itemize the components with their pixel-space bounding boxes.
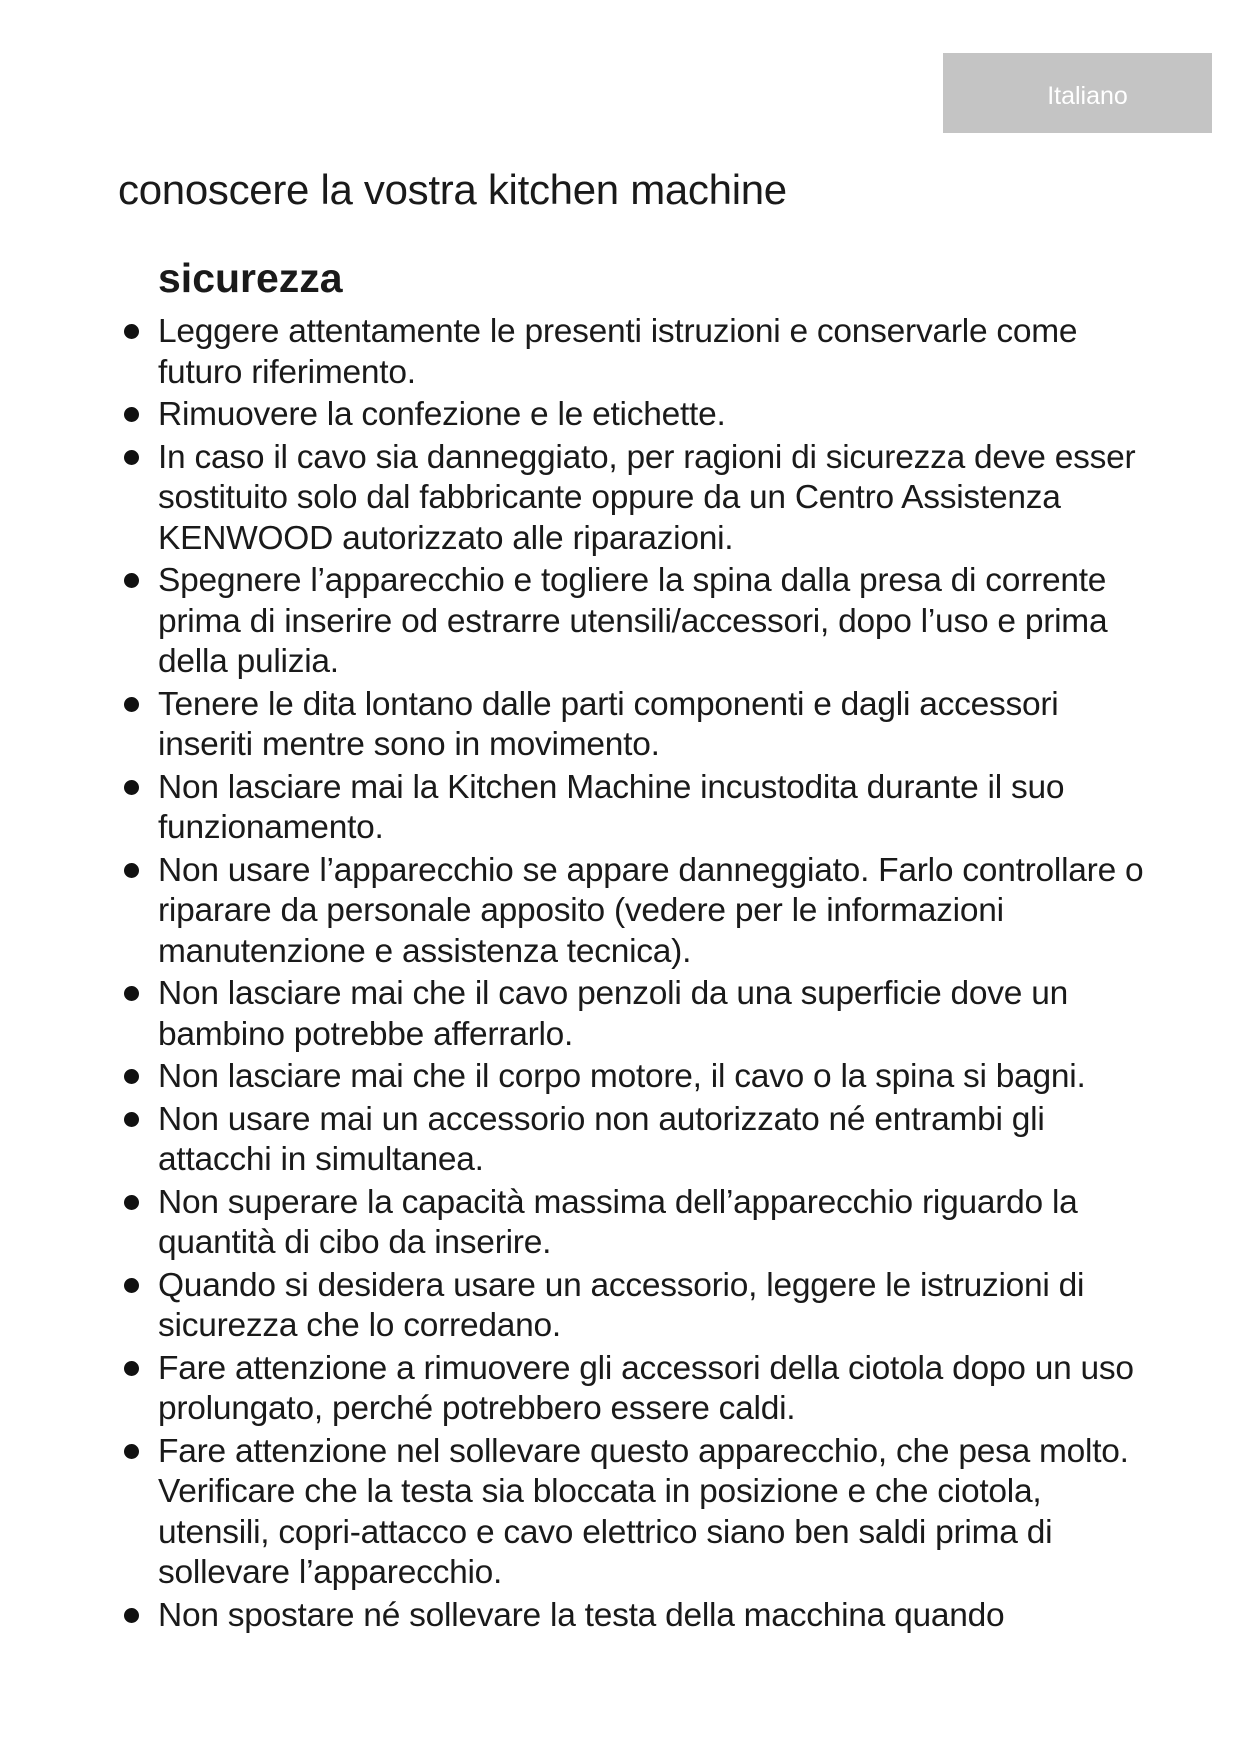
list-item (120, 768, 1150, 849)
list-item-text: In caso il cavo sia danneggiato, per ragioni di sicurezza deve esser sostituito solo dal fabbricante oppure da un Centro Assistenza KENWOOD autorizzato alle riparazioni. (158, 438, 1136, 557)
list-item (120, 851, 1150, 973)
list-item-text: Tenere le dita lontano dalle parti componenti e dagli accessori inseriti mentre sono in movimento. (158, 685, 1059, 763)
bullet-icon (124, 1069, 139, 1084)
list-item (120, 1100, 1150, 1181)
bullet-icon (124, 573, 139, 588)
section-heading: sicurezza (158, 255, 343, 301)
list-item (120, 1266, 1150, 1347)
list-item-text: Quando si desidera usare un accessorio, leggere le istruzioni di sicurezza che lo corredano. (158, 1266, 1085, 1344)
bullet-icon (124, 407, 139, 422)
bullet-icon (124, 1112, 139, 1127)
list-item-text: Non lasciare mai che il cavo penzoli da una superficie dove un bambino potrebbe afferrarlo. (158, 975, 1069, 1053)
list-item-text: Leggere attentamente le presenti istruzioni e conservarle come futuro riferimento. (158, 313, 1078, 391)
bullet-icon (124, 780, 139, 795)
list-item (120, 312, 1150, 393)
page-title: conoscere la vostra kitchen machine (118, 166, 787, 213)
list-item-text: Non spostare né sollevare la testa della macchina quando (158, 1596, 1005, 1634)
list-item-text: Rimuovere la confezione e le etichette. (158, 396, 726, 433)
list-item (120, 1432, 1150, 1594)
bullet-icon (124, 1195, 139, 1210)
list-item-text: Non lasciare mai che il corpo motore, il cavo o la spina si bagni. (158, 1058, 1086, 1095)
list-item (120, 974, 1150, 1055)
list-item (120, 1349, 1150, 1430)
safety-list (120, 312, 1150, 1638)
list-item (120, 1183, 1150, 1264)
bullet-icon (124, 986, 139, 1001)
list-item-text: Fare attenzione nel sollevare questo apparecchio, che pesa molto. Verificare che la testa sia bloccata in posizione e che ciotola, utensili, copri-attacco e cavo elettrico siano ben saldi prima di sollevare l’apparecchio. (158, 1432, 1129, 1591)
list-item (120, 395, 1150, 436)
list-item (120, 685, 1150, 766)
list-item (120, 438, 1150, 560)
list-item (120, 1057, 1150, 1098)
list-item (120, 561, 1150, 683)
list-item-text: Fare attenzione a rimuovere gli accessori della ciotola dopo un uso prolungato, perché potrebbero essere caldi. (158, 1349, 1134, 1427)
bullet-icon (124, 697, 139, 712)
bullet-icon (124, 1608, 139, 1623)
list-item (120, 1596, 1150, 1637)
bullet-icon (124, 1444, 139, 1459)
language-label: Italiano (1047, 81, 1128, 110)
list-item-text: Spegnere l’apparecchio e togliere la spina dalla presa di corrente prima di inserire od estrarre utensili/accessori, dopo l’uso e prima della pulizia. (158, 562, 1108, 680)
bullet-icon (124, 1361, 139, 1376)
language-tab (943, 53, 1212, 133)
list-item-text: Non usare l’apparecchio se appare danneggiato. Farlo controllare o riparare da personale apposito (vedere per le informazioni manutenzione e assistenza tecnica). (158, 851, 1144, 970)
list-item-text: Non usare mai un accessorio non autorizzato né entrambi gli attacchi in simultanea. (158, 1100, 1045, 1178)
bullet-icon (124, 863, 139, 878)
bullet-icon (124, 450, 139, 465)
list-item-text: Non lasciare mai la Kitchen Machine incustodita durante il suo funzionamento. (158, 768, 1065, 846)
bullet-icon (124, 1278, 139, 1293)
bullet-icon (124, 324, 139, 339)
list-item-text: Non superare la capacità massima dell’apparecchio riguardo la quantità di cibo da inserire. (158, 1183, 1078, 1261)
